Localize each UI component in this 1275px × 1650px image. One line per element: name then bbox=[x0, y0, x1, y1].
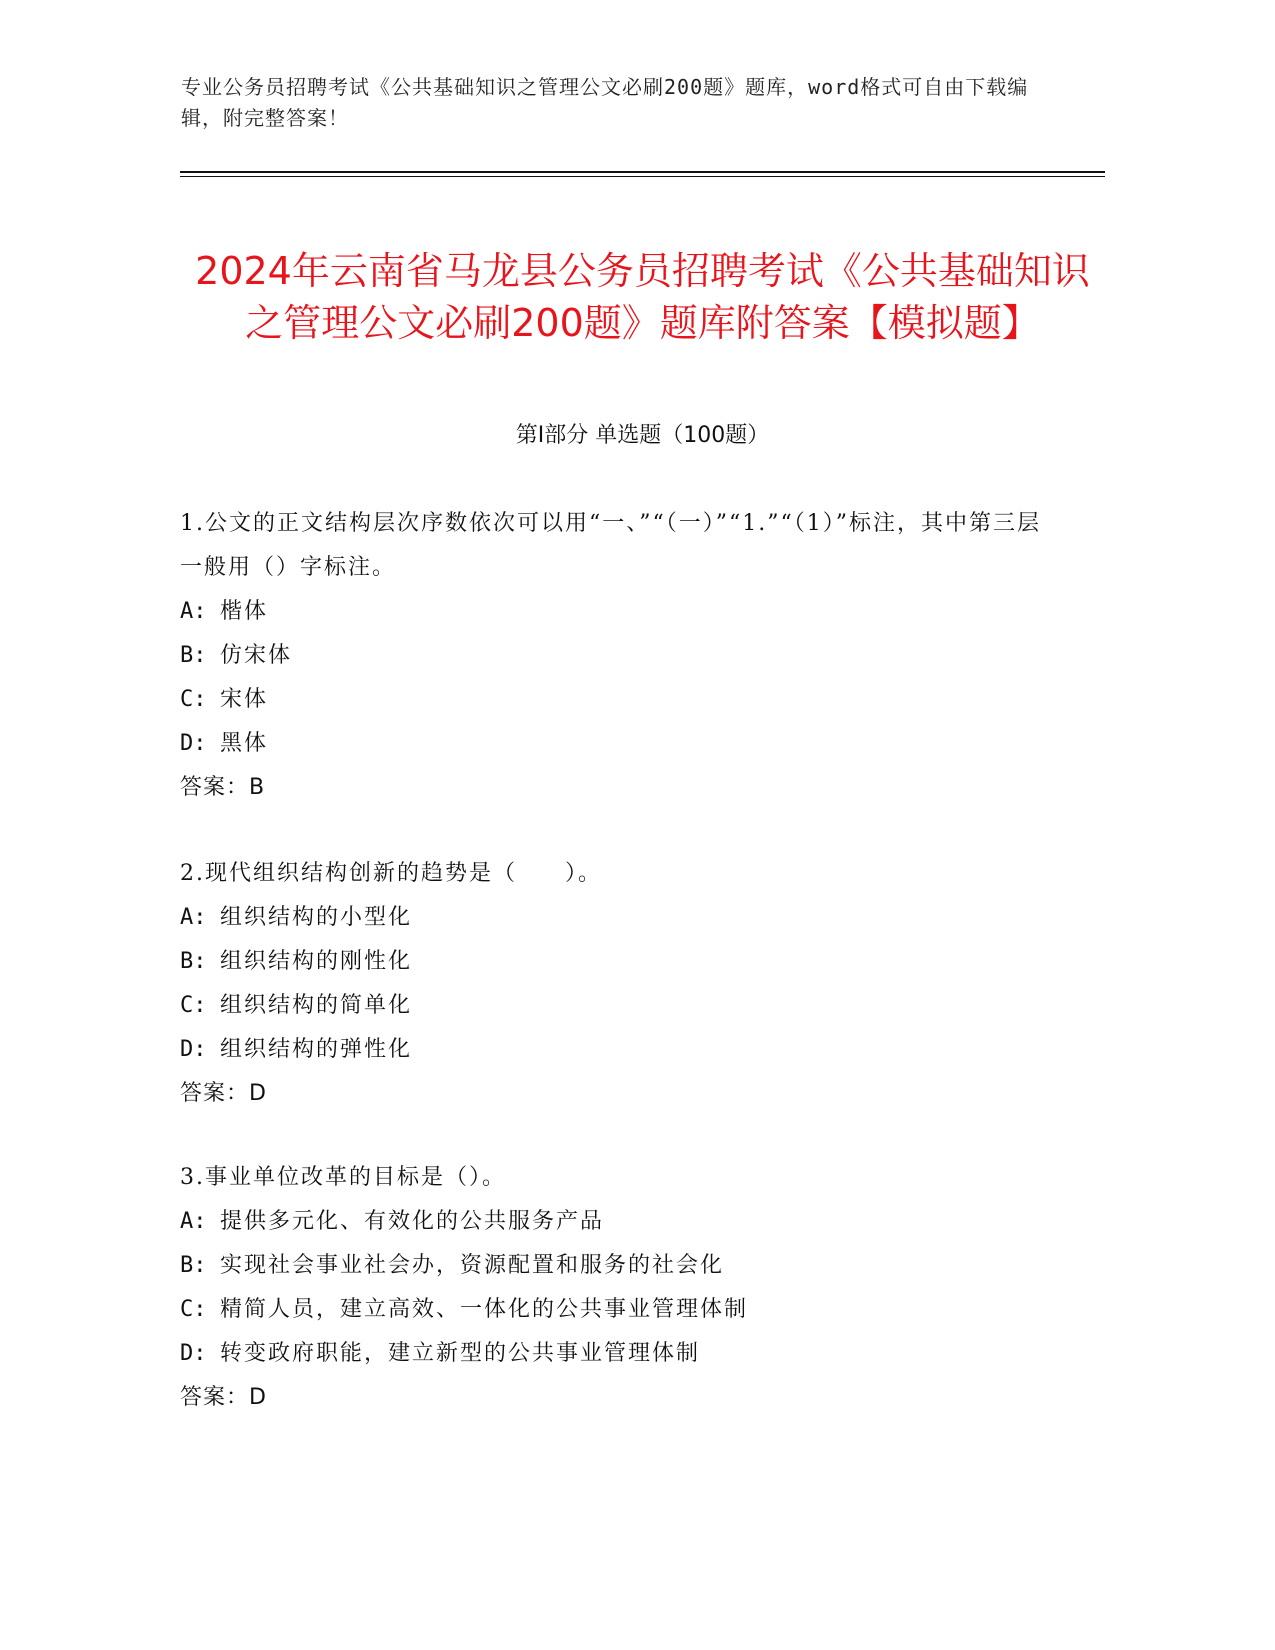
option-letter: B: bbox=[180, 1253, 207, 1278]
option-letter: C: bbox=[180, 1297, 207, 1322]
option-c bbox=[180, 984, 1060, 1028]
option-letter: C: bbox=[180, 993, 207, 1018]
option-d bbox=[180, 722, 1060, 766]
question-stem: 2.现代组织结构创新的趋势是（ ）。 bbox=[180, 861, 602, 886]
section-title: 第Ⅰ部分 单选题（100题） bbox=[515, 423, 770, 448]
option-text: 提供多元化、有效化的公共服务产品 bbox=[220, 1209, 605, 1234]
option-c bbox=[180, 678, 1060, 722]
option-letter: B: bbox=[180, 949, 207, 974]
answer-line: 答案：D bbox=[180, 1081, 267, 1106]
option-letter: D: bbox=[180, 1341, 207, 1366]
document-title: 2024年云南省马龙县公务员招聘考试《公共基础知识之管理公文必刷200题》题库附答案【模拟题】 bbox=[195, 249, 1090, 346]
option-a bbox=[180, 896, 1060, 940]
option-letter: A: bbox=[180, 905, 207, 930]
answer-line: 答案：B bbox=[180, 775, 266, 800]
option-letter: B: bbox=[180, 643, 207, 668]
question-1 bbox=[180, 502, 1060, 810]
option-a bbox=[180, 1200, 1060, 1244]
option-b bbox=[180, 940, 1060, 984]
question-3 bbox=[180, 1156, 1060, 1420]
option-d bbox=[180, 1332, 1060, 1376]
option-letter: D: bbox=[180, 1037, 207, 1062]
header-divider-thin bbox=[180, 176, 1105, 177]
option-text: 组织结构的简单化 bbox=[220, 993, 413, 1018]
option-text: 组织结构的刚性化 bbox=[220, 949, 413, 974]
option-d bbox=[180, 1028, 1060, 1072]
option-text: 实现社会事业社会办，资源配置和服务的社会化 bbox=[220, 1253, 725, 1278]
question-stem: 3.事业单位改革的目标是（）。 bbox=[180, 1165, 506, 1190]
question-stem: 1.公文的正文结构层次序数依次可以用“一、”“（一）”“1.”“（1）”标注，其中第三层一般用（）字标注。 bbox=[180, 511, 1041, 580]
option-text: 组织结构的小型化 bbox=[220, 905, 413, 930]
option-letter: A: bbox=[180, 599, 207, 624]
question-2 bbox=[180, 852, 1060, 1116]
option-b bbox=[180, 1244, 1060, 1288]
option-b bbox=[180, 634, 1060, 678]
option-c bbox=[180, 1288, 1060, 1332]
option-text: 组织结构的弹性化 bbox=[220, 1037, 413, 1062]
option-letter: A: bbox=[180, 1209, 207, 1234]
option-text: 精简人员，建立高效、一体化的公共事业管理体制 bbox=[220, 1297, 749, 1322]
option-text: 仿宋体 bbox=[220, 643, 293, 668]
header-divider-thick bbox=[180, 171, 1105, 173]
option-text: 楷体 bbox=[220, 599, 269, 624]
answer-line: 答案：D bbox=[180, 1385, 267, 1410]
option-letter: C: bbox=[180, 687, 207, 712]
option-a bbox=[180, 590, 1060, 634]
option-letter: D: bbox=[180, 731, 207, 756]
option-text: 黑体 bbox=[220, 731, 269, 756]
option-text: 转变政府职能，建立新型的公共事业管理体制 bbox=[220, 1341, 701, 1366]
header-note: 专业公务员招聘考试《公共基础知识之管理公文必刷200题》题库，word格式可自由下载编辑，附完整答案！ bbox=[181, 75, 1029, 130]
option-text: 宋体 bbox=[220, 687, 269, 712]
